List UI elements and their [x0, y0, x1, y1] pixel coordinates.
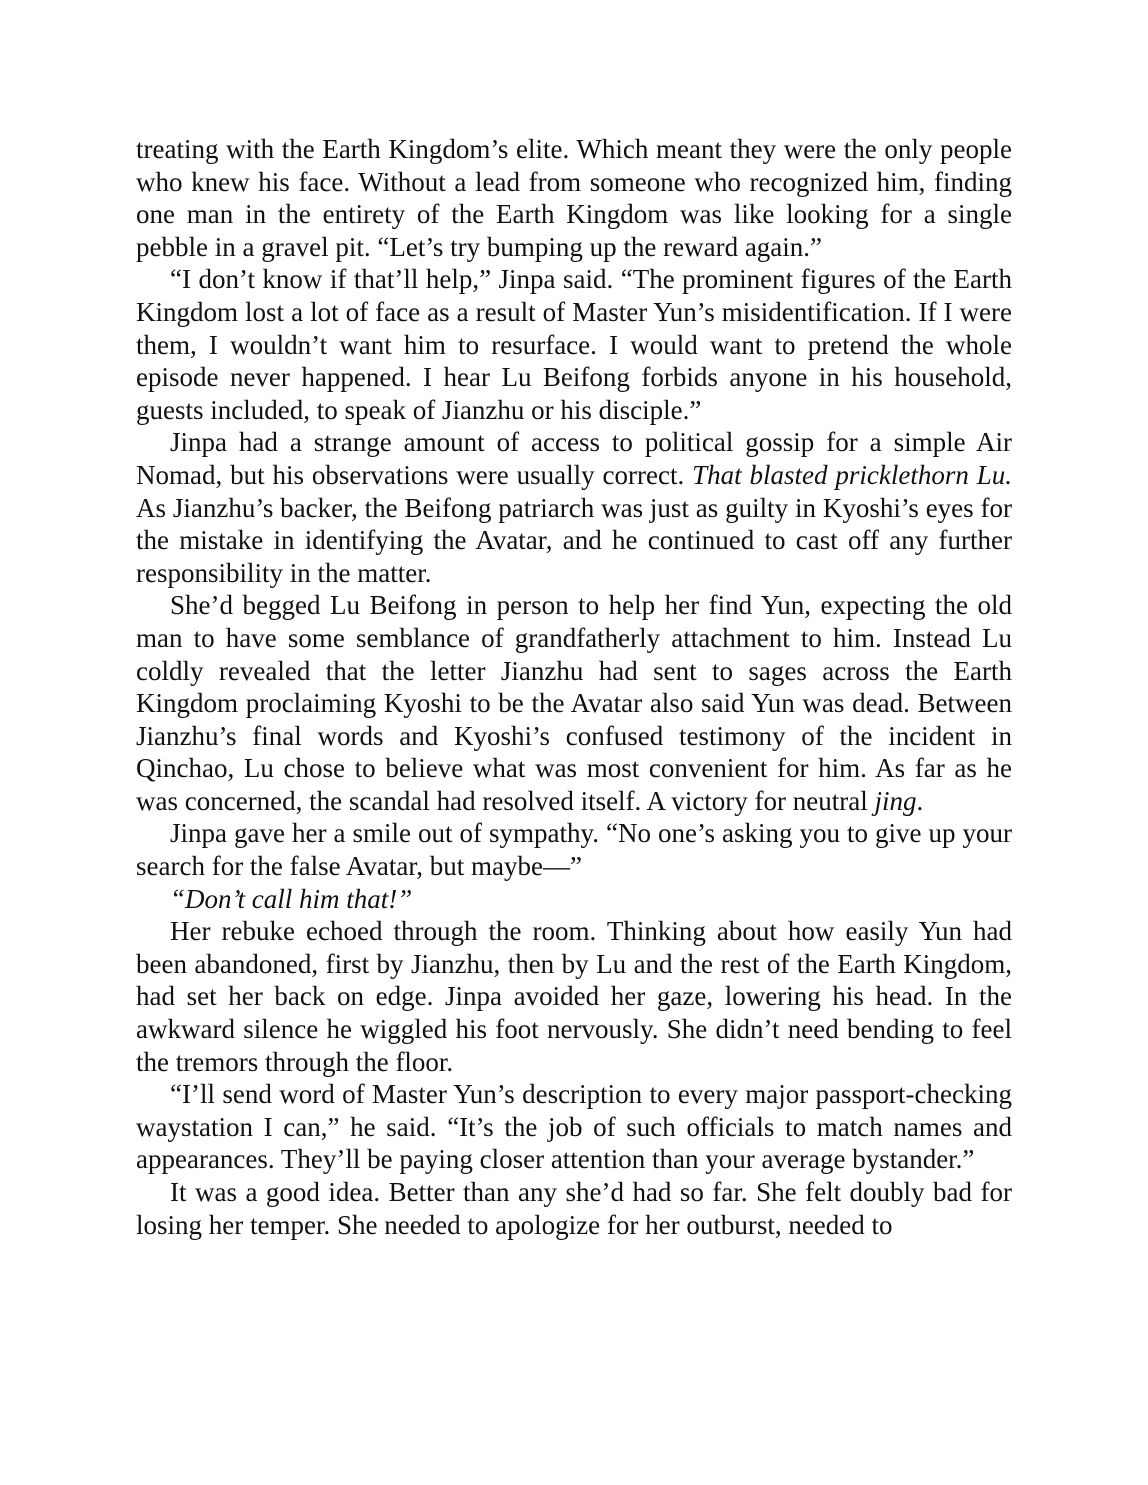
text-run: She’d begged Lu Beifong in person to help her find Yun, expecting the old man to have some semblance of grandfatherly attachment to him. Instead Lu coldly revealed that the letter Jianzhu had sent to sages across the Earth Kingdom proclaiming Kyoshi to be the Avatar also said Yun was dead. Between Jianzhu’s final words and Kyoshi’s confused testimony of the incident in Qinchao, Lu chose to believe what was most convenient for him. As far as he was concerned, the scandal had resolved itself. A victory for neutral [136, 590, 1012, 816]
text-run: Jinpa gave her a smile out of sympathy. “No one’s asking you to give up your search for the false Avatar, but maybe—” [136, 818, 1012, 882]
text-run: Her rebuke echoed through the room. Thinking about how easily Yun had been abandoned, first by Jianzhu, then by Lu and the rest of the Earth Kingdom, had set her back on edge. Jinpa avoided her gaze, lowering his head. In the awkward silence he wiggled his foot nervously. She didn’t need bending to feel the tremors through the floor. [136, 916, 1012, 1077]
paragraph-8 [136, 1078, 1012, 1176]
paragraph-9 [136, 1176, 1012, 1241]
paragraph-5 [136, 817, 1012, 882]
italic-text-run: That blasted pricklethorn Lu. [692, 459, 1013, 490]
text-run: “I don’t know if that’ll help,” Jinpa said. “The prominent figures of the Earth Kingdom lost a lot of face as a result of Master Yun’s misidentification. If I were them, I wouldn’t want him to resurface. I would want to pretend the whole episode never happened. I hear Lu Beifong forbids anyone in his household, guests included, to speak of Jianzhu or his disciple.” [136, 264, 1012, 425]
paragraph-7 [136, 915, 1012, 1078]
text-run: Jinpa had a strange amount of access to political gossip for a simple Air Nomad, but his observations were usually correct. [136, 427, 1012, 490]
text-run: . [916, 785, 924, 816]
paragraph-6 [136, 883, 1012, 916]
paragraph-4 [136, 589, 1012, 817]
text-run: treating with the Earth Kingdom’s elite. Which meant they were the only people who knew his face. Without a lead from someone who recognized him, finding one man in the entirety of the Earth Kingdom was like looking for a single pebble in a gravel pit. “Let’s try bumping up the reward again.” [136, 134, 1012, 262]
italic-text-run: jing [874, 785, 917, 816]
text-run: As Jianzhu’s backer, the Beifong patriarch was just as guilty in Kyoshi’s eyes for the mistake in identifying the Avatar, and he continued to cast off any further responsibility in the matter. [136, 492, 1012, 588]
paragraph-2 [136, 263, 1012, 426]
text-run: “I’ll send word of Master Yun’s description to every major passport-checking waystation I can,” he said. “It’s the job of such officials to match names and appearances. They’ll be paying closer attention than your average bystander.” [136, 1079, 1012, 1175]
book-page-body [136, 133, 1012, 1241]
italic-text-run: “Don’t call him that!” [170, 883, 413, 914]
paragraph-1 [136, 133, 1012, 263]
text-run: It was a good idea. Better than any she’d had so far. She felt doubly bad for losing her temper. She needed to apologize for her outburst, needed to [136, 1177, 1012, 1240]
paragraph-3 [136, 426, 1012, 589]
